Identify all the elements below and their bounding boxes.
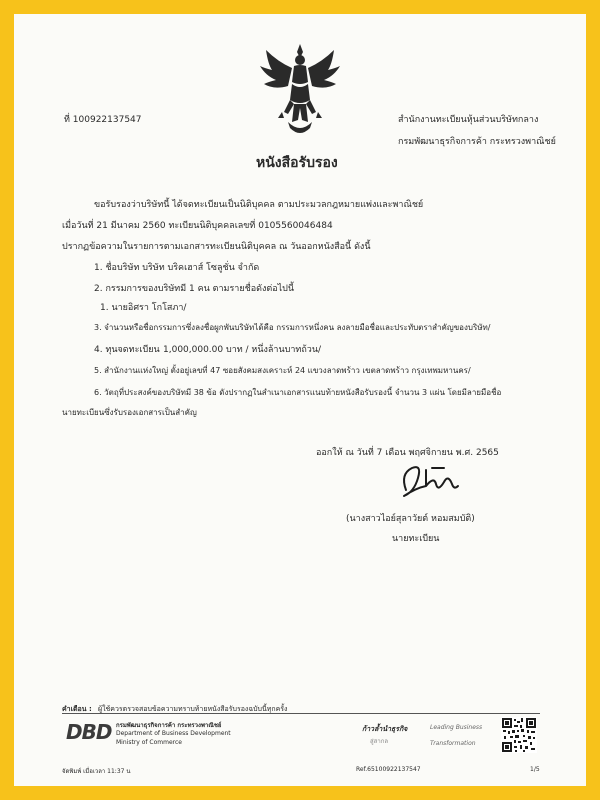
page-number: 1/5	[530, 766, 540, 773]
item-capital-label: 4. ทุนจดทะเบียน	[94, 345, 160, 355]
garuda-emblem	[258, 42, 342, 140]
ministry-name-en: Ministry of Commerce	[116, 739, 182, 746]
department-name-th: กรมพัฒนาธุรกิจการค้า กระทรวงพาณิชย์	[116, 722, 222, 729]
signer-name: (นางสาวไอย์สุลาวัยต์ หอมสมบัติ)	[346, 514, 475, 524]
item-company-name: 1. ชื่อบริษัท บริษัท บริคเฮาส์ โซลูชั่น จำกัด	[94, 263, 260, 273]
item-director-1: 1. นายอิศรา โกโสภา/	[100, 303, 187, 313]
issue-date: ออกให้ ณ วันที่ 7 เดือน พฤศจิกายน พ.ศ. 2565	[316, 448, 499, 458]
department-name-en: Department of Business Development	[116, 730, 231, 737]
reference-number: Ref.65100922137547	[356, 766, 421, 773]
registrar-signature	[396, 460, 462, 504]
page-title: หนังสือรับรอง	[256, 155, 338, 171]
qr-code[interactable]	[501, 717, 537, 753]
warning-text: ผู้ใช้ควรตรวจสอบข้อความทราบท้ายหนังสือรับรองฉบับนี้ทุกครั้ง	[98, 705, 288, 713]
slogan-th-2: สู่สากล	[370, 738, 389, 745]
item-capital-value: 1,000,000.00 บาท / หนึ่งล้านบาทถ้วน/	[163, 345, 322, 355]
item-objectives-line-1: 6. วัตถุที่ประสงค์ของบริษัทมี 38 ข้อ ดังปรากฏในสำเนาเอกสารแนบท้ายหนังสือรับรองนี้ จำนวน 3 แผ่น โดยมีลายมือชื่อ	[94, 388, 502, 397]
dbd-logo: DBD	[66, 720, 112, 744]
slogan-en-2: Transformation	[430, 740, 476, 747]
print-time: จัดพิมพ์ เมื่อเวลา 11:37 น	[62, 768, 131, 775]
document-number: ที่ 100922137547	[64, 115, 142, 125]
intro-line-2: เมื่อวันที่ 21 มีนาคม 2560 ทะเบียนนิติบุคคลเลขที่ 0105560046484	[62, 221, 333, 231]
item-objectives-line-2: นายทะเบียนซึ่งรับรองเอกสารเป็นสำคัญ	[62, 408, 197, 417]
slogan-th-1: ก้าวล้ำนำธุรกิจ	[362, 725, 408, 733]
signer-title: นายทะเบียน	[392, 534, 440, 544]
item-directors: 2. กรรมการของบริษัทมี 1 คน ตามรายชื่อดังต่อไปนี้	[94, 284, 294, 294]
intro-line-1: ขอรับรองว่าบริษัทนี้ ได้จดทะเบียนเป็นนิติบุคคล ตามประมวลกฎหมายแพ่งและพาณิชย์	[94, 200, 424, 210]
issuer-office: สำนักงานทะเบียนหุ้นส่วนบริษัทกลาง	[398, 115, 539, 125]
item-head-office: 5. สำนักงานแห่งใหญ่ ตั้งอยู่เลขที่ 47 ซอยสังคมสงเคราะห์ 24 แขวงลาดพร้าว เขตลาดพร้าว กรุงเทพมหานคร/	[94, 366, 471, 375]
intro-line-3: ปรากฏข้อความในรายการตามเอกสารทะเบียนนิติบุคคล ณ วันออกหนังสือนี้ ดังนี้	[62, 242, 371, 252]
issuer-department: กรมพัฒนาธุรกิจการค้า กระทรวงพาณิชย์	[398, 137, 556, 147]
warning-label: คำเตือน :	[62, 705, 92, 713]
slogan-en-1: Leading Business	[430, 724, 483, 731]
item-authorized-signatory: 3. จำนวนหรือชื่อกรรมการซึ่งลงชื่อผูกพันบริษัทได้คือ กรรมการหนึ่งคน ลงลายมือชื่อและประทับตราสำคัญของบริษัท/	[94, 323, 491, 332]
footer-divider	[62, 713, 540, 714]
